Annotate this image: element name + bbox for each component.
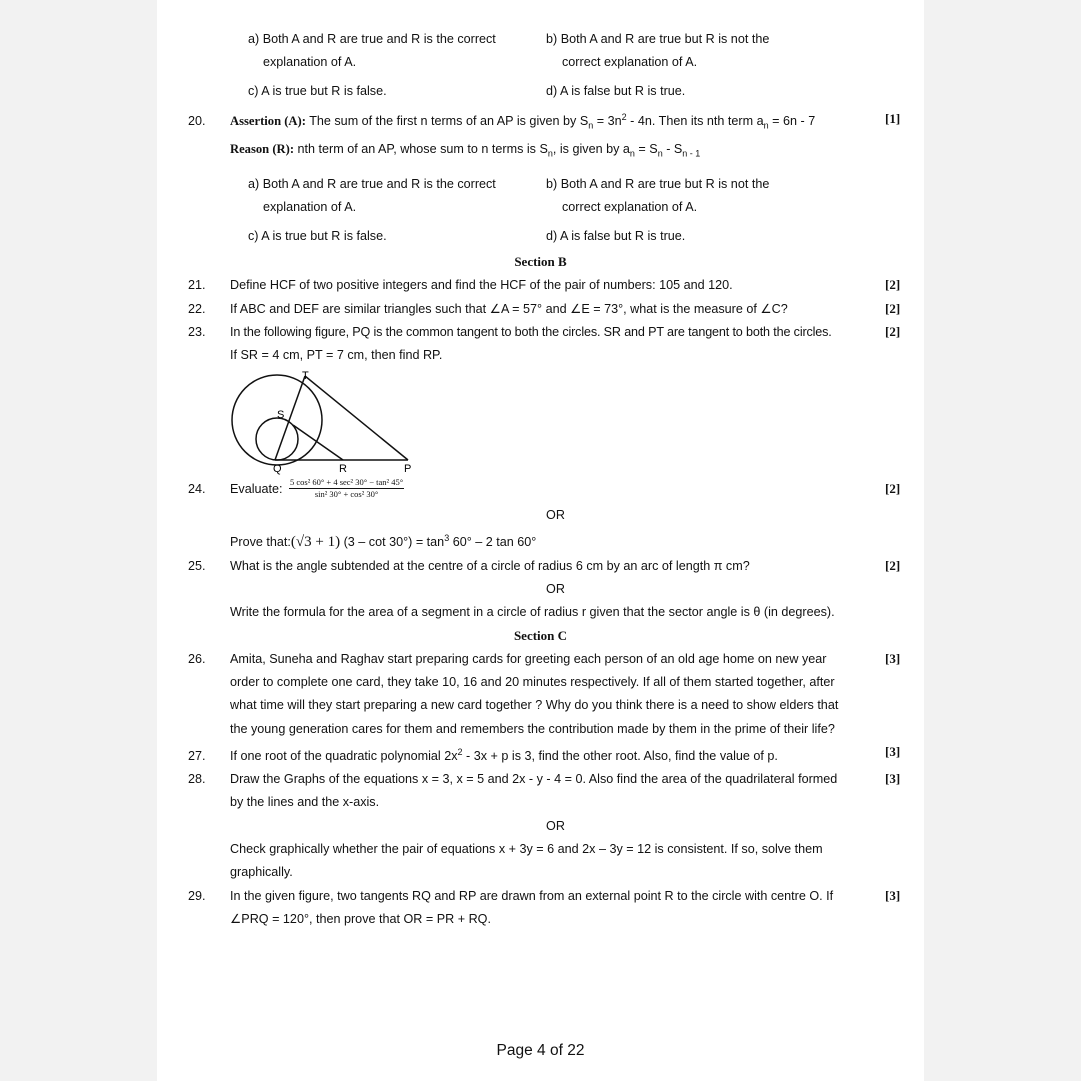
q28-line2: by the lines and the x-axis. — [230, 795, 380, 809]
q28-number: 28. — [188, 772, 206, 786]
q20-option-d: d) A is false but R is true. — [546, 229, 686, 243]
q25-marks: [2] — [885, 558, 901, 573]
tangent-line-pt — [305, 376, 408, 460]
label-q: Q — [273, 463, 282, 475]
q20-reason — [230, 141, 700, 157]
q19-option-c: c) A is true but R is false. — [248, 84, 387, 98]
q22-text: If ABC and DEF are similar triangles such that ∠A = 57° and ∠E = 73°, what is the measure of ∠C? — [230, 302, 788, 316]
q24-alt-prefix: Prove that: — [230, 535, 291, 549]
assertion-sub2: n — [763, 120, 769, 131]
q19-option-b-cont: correct explanation of A. — [562, 55, 698, 69]
q22-marks: [2] — [885, 301, 901, 316]
q20-option-a: a) Both A and R are true and R is the correct — [248, 177, 496, 191]
q26-number: 26. — [188, 652, 206, 666]
q29-number: 29. — [188, 889, 206, 903]
q19-option-b: b) Both A and R are true but R is not the — [546, 32, 770, 46]
q19-option-d: d) A is false but R is true. — [546, 84, 686, 98]
q19-option-a: a) Both A and R are true and R is the correct — [248, 32, 496, 46]
q23-marks: [2] — [885, 324, 901, 339]
q24-alt-sup: 3 — [444, 532, 450, 543]
assertion-mid2: - 4n. Then its nth term a — [626, 114, 764, 128]
q20-option-b-cont: correct explanation of A. — [562, 200, 698, 214]
q20-option-c: c) A is true but R is false. — [248, 229, 387, 243]
q24-alternative — [230, 533, 536, 551]
q23-text-line1: In the following figure, PQ is the common tangent to both the circles. SR and PT are tangent to both the circles. — [230, 325, 832, 339]
reason-sub4: n - 1 — [682, 148, 701, 159]
assertion-end: = 6n - 7 — [768, 114, 816, 128]
reason-mid3: - S — [662, 142, 683, 156]
q27-number: 27. — [188, 749, 206, 763]
reason-sub3: n — [657, 148, 663, 159]
reason-sub2: n — [629, 148, 635, 159]
q26-marks: [3] — [885, 651, 901, 666]
q27-marks: [3] — [885, 744, 901, 759]
label-t: T — [302, 370, 309, 382]
assertion-text: The sum of the first n terms of an AP is given by S — [309, 114, 589, 128]
reason-sub: n — [547, 148, 553, 159]
q21-text: Define HCF of two positive integers and find the HCF of the pair of numbers: 105 and 120. — [230, 278, 733, 292]
q26-line2: order to complete one card, they take 10, 16 and 20 minutes respectively. If all of them started together, after — [230, 675, 835, 689]
q21-marks: [2] — [885, 277, 901, 292]
q24-marks: [2] — [885, 481, 901, 496]
label-r: R — [339, 463, 347, 475]
q27-text-a: If one root of the quadratic polynomial 2x — [230, 749, 458, 763]
q29-line2: ∠PRQ = 120°, then prove that OR = PR + RQ. — [230, 912, 491, 926]
q29-marks: [3] — [885, 888, 901, 903]
q29-line1: In the given figure, two tangents RQ and RP are drawn from an external point R to the circle with centre O. If — [230, 889, 834, 903]
q20-marks: [1] — [885, 111, 901, 126]
q24-number: 24. — [188, 482, 206, 496]
label-p: P — [404, 463, 412, 475]
q27-text-b: - 3x + p is 3, find the other root. Also, find the value of p. — [462, 749, 778, 763]
q28-line1: Draw the Graphs of the equations x = 3, x = 5 and 2x - y - 4 = 0. Also find the area of the quadrilateral formed — [230, 772, 838, 786]
q23-text-line2: If SR = 4 cm, PT = 7 cm, then find RP. — [230, 348, 443, 362]
q24-alt-rest: (3 – cot 30°) = tan — [340, 535, 445, 549]
q25-or: OR — [546, 582, 565, 596]
q24-label: Evaluate: — [230, 482, 283, 496]
q25-text: What is the angle subtended at the centre of a circle of radius 6 cm by an arc of length π cm? — [230, 559, 750, 573]
section-b-heading: Section B — [514, 254, 567, 269]
assertion-sub: n — [588, 120, 594, 131]
q24-or: OR — [546, 508, 565, 522]
q27-sup: 2 — [457, 746, 463, 757]
q28-alternative-line1: Check graphically whether the pair of equations x + 3y = 6 and 2x – 3y = 12 is consistent. If so, solve them — [230, 842, 823, 856]
reason-text: nth term of an AP, whose sum to n terms is S — [297, 142, 548, 156]
section-c-heading: Section C — [513, 628, 568, 643]
q24-numerator: 5 cos² 60° + 4 sec² 30° − tan² 45° — [290, 477, 404, 487]
q28-or: OR — [546, 819, 565, 833]
assertion-mid: = 3n — [593, 114, 622, 128]
q24-alt-end: 60° – 2 tan 60° — [449, 535, 537, 549]
q25-alternative: Write the formula for the area of a segment in a circle of radius r given that the sector angle is θ (in degrees). — [230, 605, 835, 619]
q25-number: 25. — [188, 559, 206, 573]
q20-number: 20. — [188, 114, 206, 128]
q26-line1: Amita, Suneha and Raghav start preparing cards for greeting each person of an old age home on new year — [230, 652, 827, 666]
page-number: Page 4 of 22 — [496, 1042, 585, 1059]
reason-label: Reason (R): — [230, 142, 295, 156]
q22-number: 22. — [188, 302, 206, 316]
q23-number: 23. — [188, 325, 206, 339]
q24-denominator: sin² 30° + cos² 30° — [314, 489, 379, 499]
reason-mid2: = S — [634, 142, 658, 156]
q26-line4: the young generation cares for them and remembers the contribution made by them in the prime of their life? — [230, 722, 835, 736]
q20-option-a-cont: explanation of A. — [263, 200, 357, 214]
q20-assertion — [230, 113, 815, 129]
tangent-line-sr — [293, 425, 343, 460]
q27-text — [230, 748, 778, 764]
q19-option-a-cont: explanation of A. — [263, 55, 357, 69]
q24-fraction — [289, 477, 404, 500]
assertion-sup: 2 — [621, 111, 627, 122]
q26-line3: what time will they start preparing a new card together ? Why do you think there is a need to show elders that — [230, 698, 839, 712]
q28-marks: [3] — [885, 771, 901, 786]
reason-mid: , is given by a — [552, 142, 630, 156]
assertion-label: Assertion (A): — [230, 114, 306, 128]
q24-alt-expr: (√3 + 1) — [290, 534, 341, 550]
q28-alternative-line2: graphically. — [230, 865, 293, 879]
q20-option-b: b) Both A and R are true but R is not the — [546, 177, 770, 191]
label-s: S — [277, 409, 285, 421]
q21-number: 21. — [188, 278, 206, 292]
tangent-circles-figure — [225, 368, 425, 476]
